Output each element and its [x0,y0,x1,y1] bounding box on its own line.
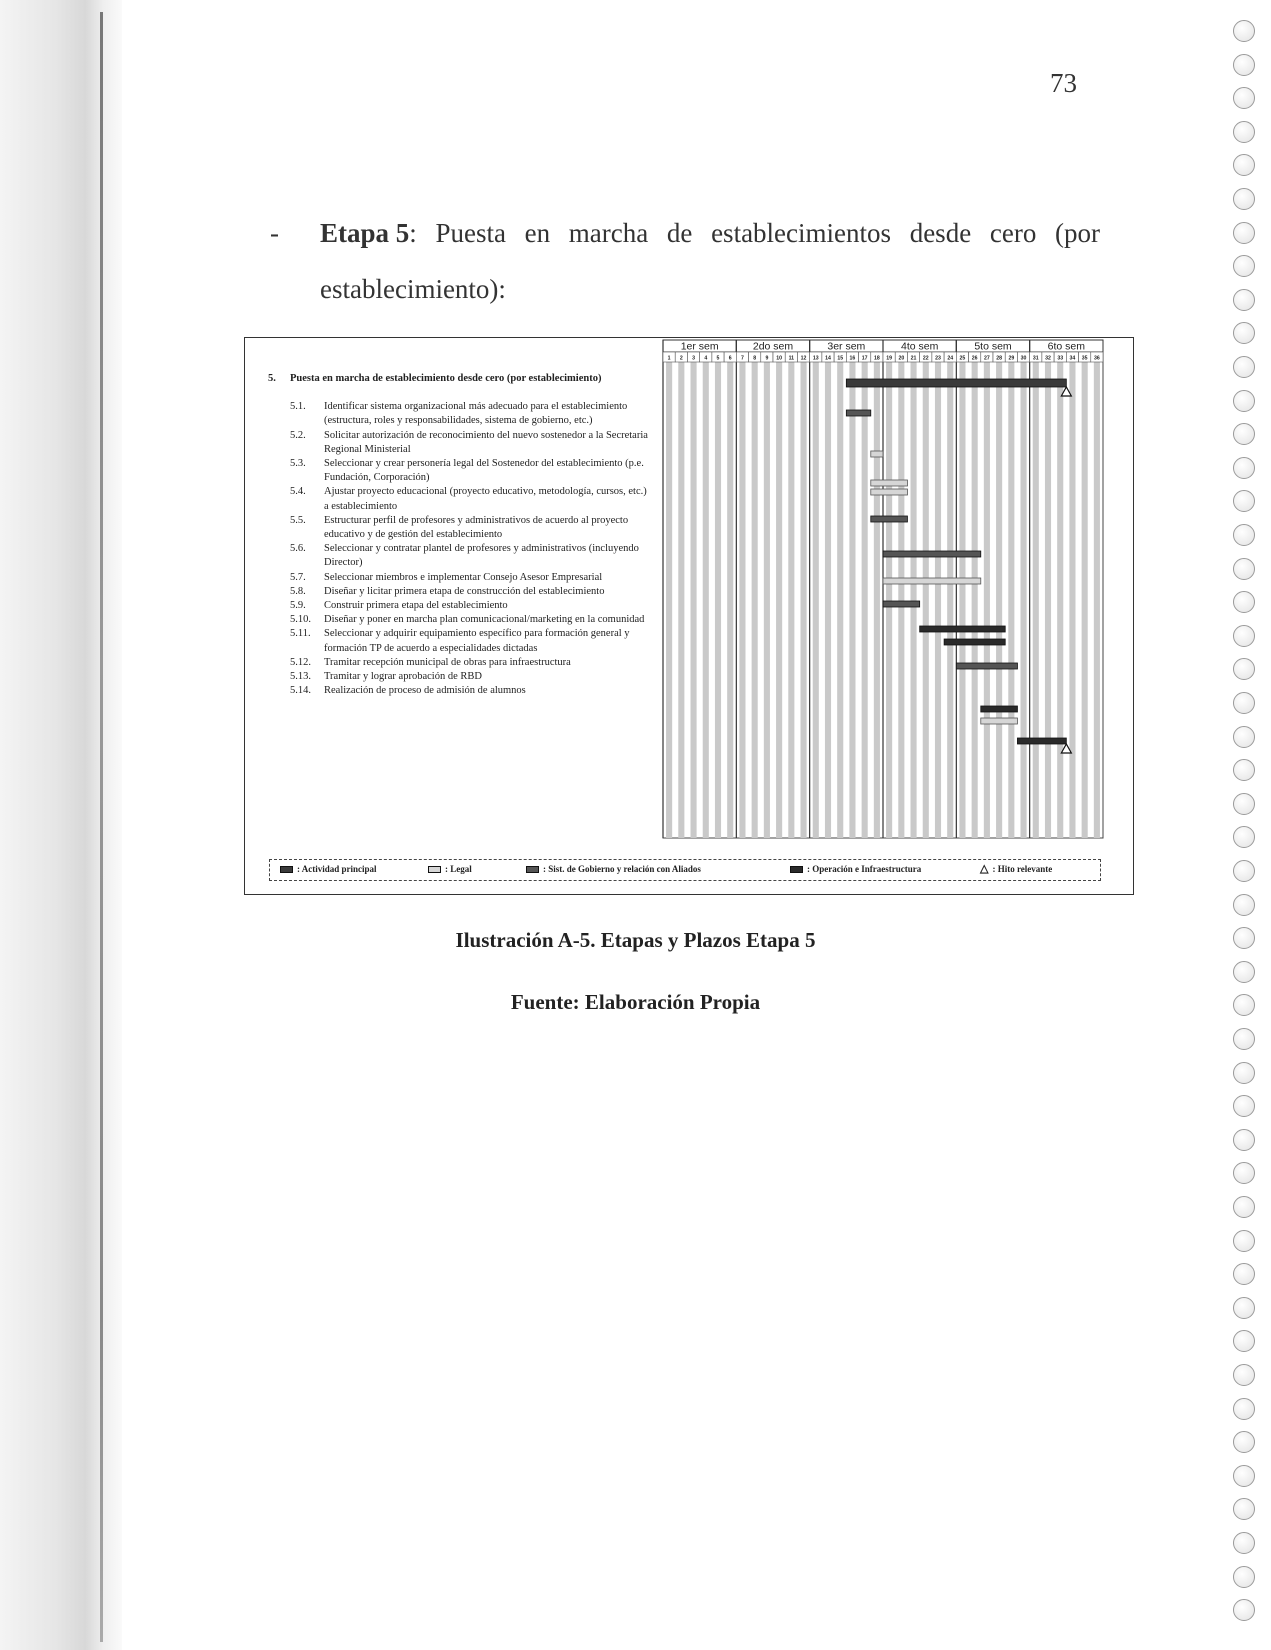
task-number: 5.5. [290,514,306,526]
semester-label: 5to sem [974,340,1012,353]
figure-caption: Ilustración A-5. Etapas y Plazos Etapa 5 [455,928,816,952]
task-label: Estructurar perfil de profesores y administrativos de acuerdo al proyecto educativo y de gestión del establecimiento [324,514,629,541]
month-band [1033,362,1039,838]
semester-label: 4to sem [900,340,939,353]
binding-ring [1233,457,1255,479]
month-band [935,362,941,838]
task-row [268,400,648,428]
task-label: Tramitar recepción municipal de obras para infraestructura [324,656,571,668]
binding-ring [1233,322,1255,344]
month-band [1045,362,1051,838]
semester-label: 2do sem [752,340,794,353]
month-band [739,362,745,838]
task-label: Seleccionar y contratar plantel de profesores y administrativos (incluyendo Director) [324,543,639,569]
binding-ring [1233,87,1255,109]
task-number: 5.6. [290,543,306,555]
legend-item-legal [428,864,472,874]
month-band [886,362,892,838]
legend-swatch [428,866,441,873]
task-number: 5.14. [290,685,311,697]
task-row [268,656,648,670]
task-row [268,585,648,599]
binding-ring [1233,1566,1255,1588]
binding-ring [1233,658,1255,680]
binding-ring [1233,1196,1255,1218]
task-row [268,514,648,542]
binding-ring [1233,1297,1255,1319]
binding-ring [1233,1532,1255,1554]
task-label: Diseñar y poner en marcha plan comunicacional/marketing en la comunidad [324,614,645,626]
binding-ring [1233,1028,1255,1050]
binding-ring [1233,759,1255,781]
heading-word: (por [1055,218,1100,248]
month-band [1094,362,1100,838]
binding-ring [1233,1263,1255,1285]
month-band [825,362,831,838]
task-row [268,599,648,613]
legend-item-principal [280,864,377,874]
binding-ring [1233,1364,1255,1386]
month-label: 14 [825,355,831,362]
binding-ring [1233,726,1255,748]
month-band [984,362,990,838]
month-label: 19 [886,355,893,362]
month-band [1069,362,1075,838]
binding-ring [1233,961,1255,983]
heading-word: de [666,218,693,248]
heading-label: Etapa 5: [320,218,417,248]
gantt-bar [871,480,908,486]
binding-ring [1233,793,1255,815]
month-band [691,362,697,838]
month-label: 4 [704,355,708,362]
legend-swatch [280,866,293,873]
task-row [268,571,648,585]
heading-word: desde [909,218,972,248]
month-band [911,362,917,838]
heading-word: cero [989,218,1037,248]
month-label: 12 [800,355,807,362]
legend-swatch [790,866,803,873]
task-row [268,485,648,513]
task-label: Realización de proceso de admisión de alumnos [324,685,526,697]
gantt-bar [1017,738,1066,744]
legend-label: : Operación e Infraestructura [807,864,922,874]
month-label: 1 [667,355,671,362]
gantt-legend [269,859,1101,881]
binding-ring [1233,1330,1255,1352]
month-band [972,362,978,838]
task-number: 5.11. [290,628,311,640]
heading-word: marcha [568,218,649,248]
gantt-bar [846,410,870,416]
task-label: Seleccionar miembros e implementar Consejo Asesor Empresarial [324,571,603,583]
month-label: 35 [1081,355,1088,362]
month-band [898,362,904,838]
month-label: 10 [776,355,783,362]
task-number: 5.13. [290,671,311,683]
month-band [1021,362,1027,838]
month-label: 2 [679,355,683,362]
gantt-bar [883,601,920,607]
task-rows [268,400,648,698]
binding-ring [1233,860,1255,882]
month-band [947,362,953,838]
binding-ring [1233,1230,1255,1252]
binding-ring [1233,255,1255,277]
binding-ring [1233,188,1255,210]
month-label: 7 [740,355,744,362]
binding-ring [1233,1162,1255,1184]
month-band [788,362,794,838]
month-label: 8 [753,355,757,362]
binding-ring [1233,154,1255,176]
month-band [996,362,1002,838]
task-row [268,429,648,457]
semester-label: 3er sem [827,340,866,353]
binding-ring [1233,558,1255,580]
task-label: Identificar sistema organizacional más adecuado para el establecimiento (estructura, roles y responsabilidades, sistema de gobierno, etc.) [324,401,628,427]
semester-label: 6to sem [1047,340,1086,353]
gantt-bar [871,516,908,522]
month-band [959,362,965,838]
month-band [776,362,782,838]
gantt-bar [846,379,1066,387]
gantt-bar [981,718,1018,724]
month-label: 3 [692,355,696,362]
binding-ring [1233,826,1255,848]
binding-ring [1233,289,1255,311]
binding-ring [1233,1129,1255,1151]
heading-word: en [524,218,551,248]
gantt-bar [920,626,1006,632]
month-label: 24 [947,355,954,362]
task-number: 5.4. [290,486,306,498]
task-number: 5.10. [290,614,311,626]
binding-ring [1233,1465,1255,1487]
month-label: 17 [861,355,868,362]
month-band [1082,362,1088,838]
gantt-bar [981,706,1018,712]
task-label: Diseñar y licitar primera etapa de construcción del establecimiento [324,585,605,597]
month-band [715,362,721,838]
binding-ring [1233,1599,1255,1621]
month-band [727,362,733,838]
semester-label: 1er sem [680,340,719,353]
month-band [837,362,843,838]
month-band [849,362,855,838]
task-number: 5.12. [290,656,311,668]
section-title: Puesta en marcha de establecimiento desde cero (por establecimiento) [290,373,602,384]
legend-swatch [526,866,539,873]
binding-ring [1233,625,1255,647]
task-label: Tramitar y lograr aprobación de RBD [324,671,482,683]
legend-item-hito [980,864,1052,874]
milestone-triangle-icon: △ [980,863,989,875]
month-label: 5 [716,355,720,362]
task-number: 5.8. [290,585,306,597]
binding-ring [1233,222,1255,244]
task-label: Seleccionar y crear personería legal del Sostenedor del establecimiento (p.e. Fundación, Corporación) [324,458,644,484]
month-label: 22 [922,355,929,362]
month-label: 20 [898,355,905,362]
heading-word: Puesta [435,218,506,248]
gantt-bar [883,551,981,557]
task-number: 5.3. [290,458,306,470]
month-band [1008,362,1014,838]
gantt-bar [871,489,908,495]
month-label: 23 [935,355,941,362]
task-row [268,684,648,698]
legend-label: : Sist. de Gobierno y relación con Aliados [543,864,701,874]
legend-label: : Hito relevante [992,864,1053,874]
binding-ring [1233,1095,1255,1117]
binding-ring [1233,423,1255,445]
binding-ring [1233,54,1255,76]
month-label: 21 [910,355,917,362]
month-band [801,362,807,838]
month-label: 16 [849,355,856,362]
legend-label: : Actividad principal [297,864,377,874]
month-band [1057,362,1063,838]
month-band [862,362,868,838]
month-band [666,362,672,838]
task-number: 5.2. [290,429,306,441]
binding-ring [1233,356,1255,378]
month-band [678,362,684,838]
binding-ring [1233,524,1255,546]
month-label: 33 [1057,355,1064,362]
figure-source: Fuente: Elaboración Propia [510,990,761,1014]
month-band [703,362,709,838]
month-label: 30 [1020,355,1027,362]
month-band [752,362,758,838]
task-label: Seleccionar y adquirir equipamiento específico para formación general y formación TP de acuerdo a especialidades dictadas [324,628,630,654]
task-number: 5.7. [290,571,306,583]
month-label: 27 [983,355,990,362]
month-label: 11 [788,355,795,362]
binding-ring [1233,490,1255,512]
month-band [764,362,770,838]
binding-ring [1233,591,1255,613]
task-row [268,542,648,570]
task-label: Ajustar proyecto educacional (proyecto educativo, metodología, cursos, etc.) a establecimiento [324,486,647,512]
month-label: 6 [728,355,732,362]
binding-ring [1233,20,1255,42]
task-row [268,670,648,684]
heading-line-1 [320,202,1100,264]
month-label: 25 [959,355,966,362]
heading-dash: - [270,218,279,248]
task-number: 5.1. [290,401,306,413]
month-label: 29 [1008,355,1015,362]
page-number: 73 [1050,68,1077,98]
scan-binding-gutter [0,0,122,1650]
month-label: 13 [812,355,819,362]
binding-ring [1233,1398,1255,1420]
task-list [268,372,648,698]
binding-ring [1233,692,1255,714]
legend-item-gobierno [526,864,701,874]
month-label: 26 [971,355,978,362]
legend-item-operacion [790,864,921,874]
gantt-bar [956,663,1017,669]
gantt-bar [883,578,981,584]
month-label: 34 [1069,355,1076,362]
heading-label-bold: Etapa 5 [320,218,410,248]
month-label: 28 [996,355,1003,362]
month-band [874,362,880,838]
task-row [268,613,648,627]
binding-ring [1233,121,1255,143]
month-label: 36 [1093,355,1100,362]
binding-ring [1233,894,1255,916]
binding-ring [1233,1431,1255,1453]
task-number: 5.9. [290,600,306,612]
scan-binding-edge [100,12,103,1642]
binding-ring [1233,1062,1255,1084]
heading-word: establecimientos [711,218,892,248]
binding-ring [1233,390,1255,412]
task-label: Construir primera etapa del establecimiento [324,600,508,612]
month-band [813,362,819,838]
month-label: 18 [873,355,880,362]
task-row [268,627,648,655]
binding-rings [1229,20,1261,1640]
binding-ring [1233,1498,1255,1520]
task-row [268,457,648,485]
task-label: Solicitar autorización de reconocimiento del nuevo sostenedor a la Secretaria Regional Ministerial [324,429,648,455]
month-label: 31 [1032,355,1039,362]
task-section-header [268,372,648,386]
month-band [923,362,929,838]
month-label: 32 [1045,355,1051,362]
heading-line-2: establecimiento): [320,274,506,304]
month-label: 15 [837,355,844,362]
gantt-bar [944,639,1005,645]
legend-label: : Legal [445,864,472,874]
month-label: 9 [765,355,769,362]
section-number: 5. [268,373,276,384]
gantt-bar [871,451,883,457]
